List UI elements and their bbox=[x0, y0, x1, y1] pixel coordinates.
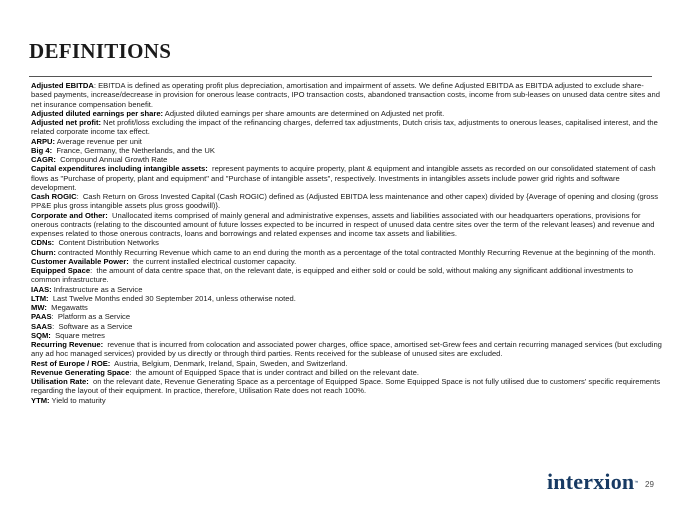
definition-term: Adjusted diluted earnings per share: bbox=[31, 108, 164, 118]
definition-item bbox=[31, 368, 662, 377]
definition-text: EBITDA is defined as operating profit plus depreciation, amortisation and impairment of assets. We define Adjusted EBITDA as EBITDA adjusted to exclude share-based payments, increase/decrease in provision for onerous lease contracts, IPO transaction costs, abandoned transaction costs, income from sub-leases on unused data centre sites and net insurance compensation benefit. bbox=[31, 81, 660, 109]
definition-term: Corporate and Other: bbox=[31, 210, 108, 220]
definition-term: Capital expenditures including intangible assets: bbox=[31, 164, 208, 174]
definition-text: Last Twelve Months ended 30 September 2014, unless otherwise noted. bbox=[52, 293, 296, 303]
definition-term: Churn: bbox=[31, 247, 56, 257]
definition-text: the amount of Equipped Space that is under contract and billed on the relevant date. bbox=[135, 367, 419, 377]
definition-item bbox=[31, 146, 662, 155]
definition-text: Unallocated items comprised of mainly general and administrative expenses, assets and liabilities associated with our headquarters operations, provisions for onerous contracts (relating to the discounted amount of future losses expected to be incurred in respect of unused data centre sites over the term of the relevant leases) and revenue and expenses related to those onerous contracts, loans and borrowings and related expenses and income tax assets and liabilities. bbox=[31, 210, 655, 238]
definition-item bbox=[31, 81, 662, 109]
definition-text: Austria, Belgium, Denmark, Ireland, Spain, Sweden, and Switzerland. bbox=[114, 358, 348, 368]
definition-text: Platform as a Service bbox=[57, 312, 131, 322]
definition-item bbox=[31, 266, 662, 285]
definition-text: revenue that is incurred from colocation and associated power charges, office space, amortised set-Grew fees and certain recurring managed services (but excluding any ad hoc managed services) provided by us directly or through third parties. Rents received for the sublease of unused sites are excluded. bbox=[31, 340, 662, 359]
definition-separator: : bbox=[52, 321, 59, 331]
definition-item bbox=[31, 164, 662, 192]
definition-separator: : bbox=[93, 81, 99, 90]
definition-item bbox=[31, 137, 662, 146]
definition-item bbox=[31, 377, 662, 396]
definition-item bbox=[31, 396, 662, 405]
definition-text: France, Germany, the Netherlands, and the UK bbox=[56, 145, 215, 155]
definition-term: Adjusted net profit: bbox=[31, 118, 102, 127]
page-number: 29 bbox=[645, 480, 654, 489]
definition-text: Infrastructure as a Service bbox=[53, 284, 143, 294]
definition-separator: : bbox=[76, 192, 83, 201]
definition-separator: : bbox=[90, 266, 97, 275]
definition-separator: : bbox=[129, 367, 136, 377]
definition-text: represent payments to acquire property, plant & equipment and intangible assets as recorded on our consolidated statement of cash flows as "Purchase of property, plant and equipment" and "Purchase of intangible assets", respectively. Investments in intangibles assets include power grid rights and software development. bbox=[31, 164, 656, 192]
definition-text: Yield to maturity bbox=[51, 395, 106, 405]
definition-term: Utilisation Rate: bbox=[31, 377, 89, 386]
definition-term: Customer Available Power: bbox=[31, 256, 129, 266]
definition-text: Megawatts bbox=[51, 303, 88, 312]
definition-term: Equipped Space bbox=[31, 266, 91, 275]
definition-separator: : bbox=[51, 312, 58, 322]
definition-term: CAGR: bbox=[31, 155, 56, 164]
definition-item bbox=[31, 285, 662, 294]
definition-term: Recurring Revenue: bbox=[31, 340, 104, 349]
definition-item bbox=[31, 331, 662, 340]
definition-item bbox=[31, 303, 662, 312]
definition-item bbox=[31, 118, 662, 137]
definition-text: the current installed electrical customer capacity. bbox=[133, 256, 297, 266]
definition-term: Adjusted EBITDA bbox=[31, 81, 94, 90]
definition-term: YTM: bbox=[31, 395, 50, 405]
definition-text: Net profit/loss excluding the impact of the refinancing charges, deferred tax adjustments, Dutch crisis tax, adjustments to onerous leases, capitalised interest, and the related corporate income tax effect. bbox=[31, 118, 658, 137]
definition-term: PAAS bbox=[31, 312, 52, 322]
interxion-logo: interxion bbox=[547, 469, 635, 494]
definition-term: CDNs: bbox=[31, 238, 55, 248]
definition-item bbox=[31, 340, 662, 359]
definition-term: SQM: bbox=[31, 330, 51, 340]
definition-term: IAAS: bbox=[31, 284, 52, 294]
definition-item bbox=[31, 312, 662, 321]
definition-text: Average revenue per unit bbox=[56, 136, 142, 146]
definition-term: Rest of Europe / ROE: bbox=[31, 358, 111, 368]
definition-term: Cash ROGIC bbox=[31, 192, 77, 201]
definition-item bbox=[31, 359, 662, 368]
definition-item bbox=[31, 248, 662, 257]
definition-item bbox=[31, 211, 662, 239]
definition-term: ARPU: bbox=[31, 136, 56, 146]
definition-text: on the relevant date, Revenue Generating Space as a percentage of Equipped Space. Some Equipped Space is not fully utilised due to customers' specific requirements regarding the layout of their equipment. In practice, therefore, Utilisation Rate does not reach 100%. bbox=[31, 377, 661, 396]
definition-term: Revenue Generating Space bbox=[31, 367, 130, 377]
definition-term: Big 4: bbox=[31, 145, 53, 155]
definition-term: MW: bbox=[31, 303, 47, 312]
definition-item bbox=[31, 294, 662, 303]
definition-text: Cash Return on Gross Invested Capital (Cash ROGIC) defined as (Adjusted EBITDA less maintenance and other capex) divided by {Average of opening and closing (gross PP&E plus gross intangible assets plus gross goodwill)}. bbox=[31, 192, 659, 211]
definition-item bbox=[31, 257, 662, 266]
definition-text: Content Distribution Networks bbox=[58, 238, 159, 248]
title-divider bbox=[29, 76, 652, 77]
definition-text: contracted Monthly Recurring Revenue which came to an end during the month as a percentage of the total contracted Monthly Recurring Revenue at the beginning of the month. bbox=[58, 247, 656, 257]
definition-item bbox=[31, 238, 662, 247]
definition-item bbox=[31, 109, 662, 118]
definition-text: Adjusted diluted earnings per share amounts are determined on Adjusted net profit. bbox=[164, 108, 445, 118]
definition-item bbox=[31, 155, 662, 164]
definition-term: LTM: bbox=[31, 293, 49, 303]
definition-text: Square metres bbox=[55, 330, 105, 340]
definitions-list bbox=[31, 81, 662, 405]
page-title: DEFINITIONS bbox=[29, 39, 172, 63]
definition-text: the amount of data centre space that, on the relevant date, is equipped and either sold or could be sold, without making any significant additional investments to common infrastructure. bbox=[31, 266, 633, 285]
definition-text: Compound Annual Growth Rate bbox=[60, 155, 168, 164]
definition-text: Software as a Service bbox=[58, 321, 133, 331]
definition-term: SAAS bbox=[31, 321, 53, 331]
definition-item bbox=[31, 192, 662, 211]
trademark-mark: ™ bbox=[634, 480, 639, 485]
definition-item bbox=[31, 322, 662, 331]
